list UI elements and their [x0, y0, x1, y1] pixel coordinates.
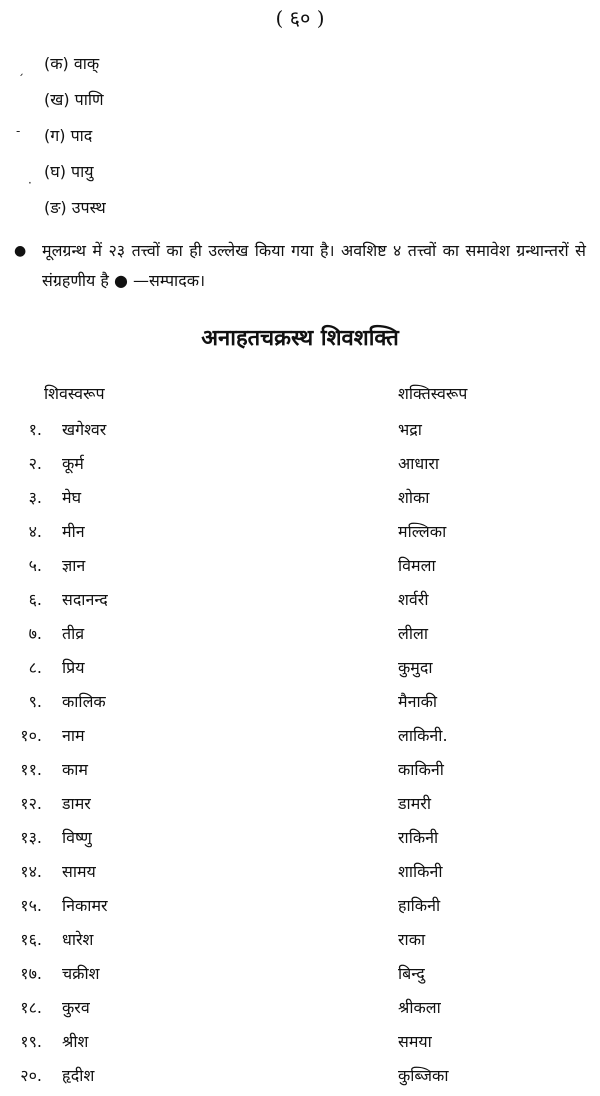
shakti-form: मैनाकी	[398, 692, 438, 711]
shakti-form: राकिनी	[398, 828, 439, 847]
section-title: अनाहतचक्रस्थ शिवशक्ति	[201, 326, 399, 351]
table-row	[0, 620, 600, 654]
shiva-form: सदानन्द	[62, 590, 108, 609]
shakti-form: शाकिनी	[398, 862, 443, 881]
row-number: ६.	[28, 590, 42, 609]
shakti-form: कुब्जिका	[398, 1066, 449, 1085]
list-item: (ख) पाणि	[44, 90, 104, 109]
shiva-form: श्रीश	[62, 1032, 89, 1051]
table-row	[0, 790, 600, 824]
column-header-shakti: शक्तिस्वरूप	[398, 384, 468, 403]
list-item: (घ) पायु	[44, 162, 94, 181]
row-number: ७.	[28, 624, 42, 643]
margin-mark: ·	[28, 176, 32, 190]
shiva-form: कूर्म	[62, 454, 84, 473]
shakti-form: शर्वरी	[398, 590, 429, 609]
page-number: ( ६० )	[275, 6, 325, 30]
shiva-form: मेघ	[62, 488, 82, 507]
table-row	[0, 586, 600, 620]
shiva-form: विष्णु	[62, 828, 92, 847]
table-row	[0, 722, 600, 756]
row-number: १३.	[20, 828, 42, 847]
row-number: १५.	[20, 896, 42, 915]
row-number: २.	[28, 454, 42, 473]
shiva-form: हृदीश	[62, 1066, 95, 1085]
row-number: १२.	[20, 794, 42, 813]
table-row	[0, 484, 600, 518]
shakti-form: भद्रा	[398, 420, 422, 439]
margin-mark: -	[16, 124, 21, 138]
table-row	[0, 824, 600, 858]
shiva-form: तीव्र	[62, 624, 85, 643]
shakti-form: हाकिनी	[398, 896, 441, 915]
shakti-form: कुमुदा	[398, 658, 433, 677]
shiva-form: कालिक	[62, 692, 106, 711]
shiva-form: ज्ञान	[62, 556, 86, 575]
shakti-form: काकिनी	[398, 760, 444, 779]
table-row	[0, 654, 600, 688]
shiva-form: निकामर	[62, 896, 108, 915]
row-number: ८.	[28, 658, 42, 677]
row-number: २०.	[20, 1066, 42, 1085]
shakti-form: लाकिनी.	[398, 726, 448, 745]
shakti-form: लीला	[398, 624, 428, 643]
shiva-form: काम	[62, 760, 89, 779]
table-row	[0, 688, 600, 722]
margin-mark: ˏ	[18, 62, 24, 76]
table-row	[0, 994, 600, 1028]
shakti-form: बिन्दु	[398, 964, 425, 983]
table-row	[0, 450, 600, 484]
table-row	[0, 552, 600, 586]
row-number: १६.	[20, 930, 42, 949]
list-item: (ङ) उपस्थ	[44, 198, 106, 217]
row-number: १७.	[20, 964, 42, 983]
footnote-text: मूलग्रन्थ में २३ तत्त्वों का ही उल्लेख किया गया है। अवशिष्ट ४ तत्त्वों का समावेश ग्रन्थान्तरों से संग्रहणीय है ● —सम्पादक।	[42, 241, 586, 290]
shiva-form: धारेश	[62, 930, 94, 949]
shiva-form: नाम	[62, 726, 85, 745]
row-number: ४.	[28, 522, 42, 541]
shiva-form: खगेश्वर	[62, 420, 107, 439]
table-row	[0, 892, 600, 926]
footnote	[14, 236, 586, 296]
shakti-form: शोका	[398, 488, 430, 507]
shakti-form: विमला	[398, 556, 436, 575]
shakti-form: डामरी	[398, 794, 431, 813]
shakti-form: समया	[398, 1032, 432, 1051]
bullet-icon: ●	[14, 243, 27, 259]
row-number: १८.	[20, 998, 42, 1017]
shakti-form: राका	[398, 930, 426, 949]
table-row	[0, 1028, 600, 1062]
sense-list	[44, 50, 106, 230]
row-number: ५.	[28, 556, 42, 575]
shiva-form: डामर	[62, 794, 91, 813]
row-number: १४.	[20, 862, 42, 881]
shakti-form: मल्लिका	[398, 522, 447, 541]
table-row	[0, 756, 600, 790]
shakti-form: आधारा	[398, 454, 440, 473]
list-item: (क) वाक्	[44, 54, 100, 73]
list-item: (ग) पाद	[44, 126, 93, 145]
column-header-shiva: शिवस्वरूप	[44, 384, 105, 403]
row-number: ३.	[28, 488, 42, 507]
shiva-form: कुरव	[62, 998, 90, 1017]
row-number: ९.	[28, 692, 42, 711]
table-row	[0, 926, 600, 960]
row-number: १०.	[20, 726, 42, 745]
table-row	[0, 858, 600, 892]
row-number: ११.	[20, 760, 42, 779]
table-row	[0, 518, 600, 552]
row-number: १.	[28, 420, 42, 439]
row-number: १९.	[20, 1032, 42, 1051]
table-row	[0, 960, 600, 994]
table-body	[0, 416, 600, 1096]
shiva-form: सामय	[62, 862, 96, 881]
shiva-form: चक्रीश	[62, 964, 100, 983]
shiva-form: प्रिय	[62, 658, 85, 677]
table-row	[0, 1062, 600, 1096]
shiva-form: मीन	[62, 522, 85, 541]
shakti-form: श्रीकला	[398, 998, 441, 1017]
table-row	[0, 416, 600, 450]
